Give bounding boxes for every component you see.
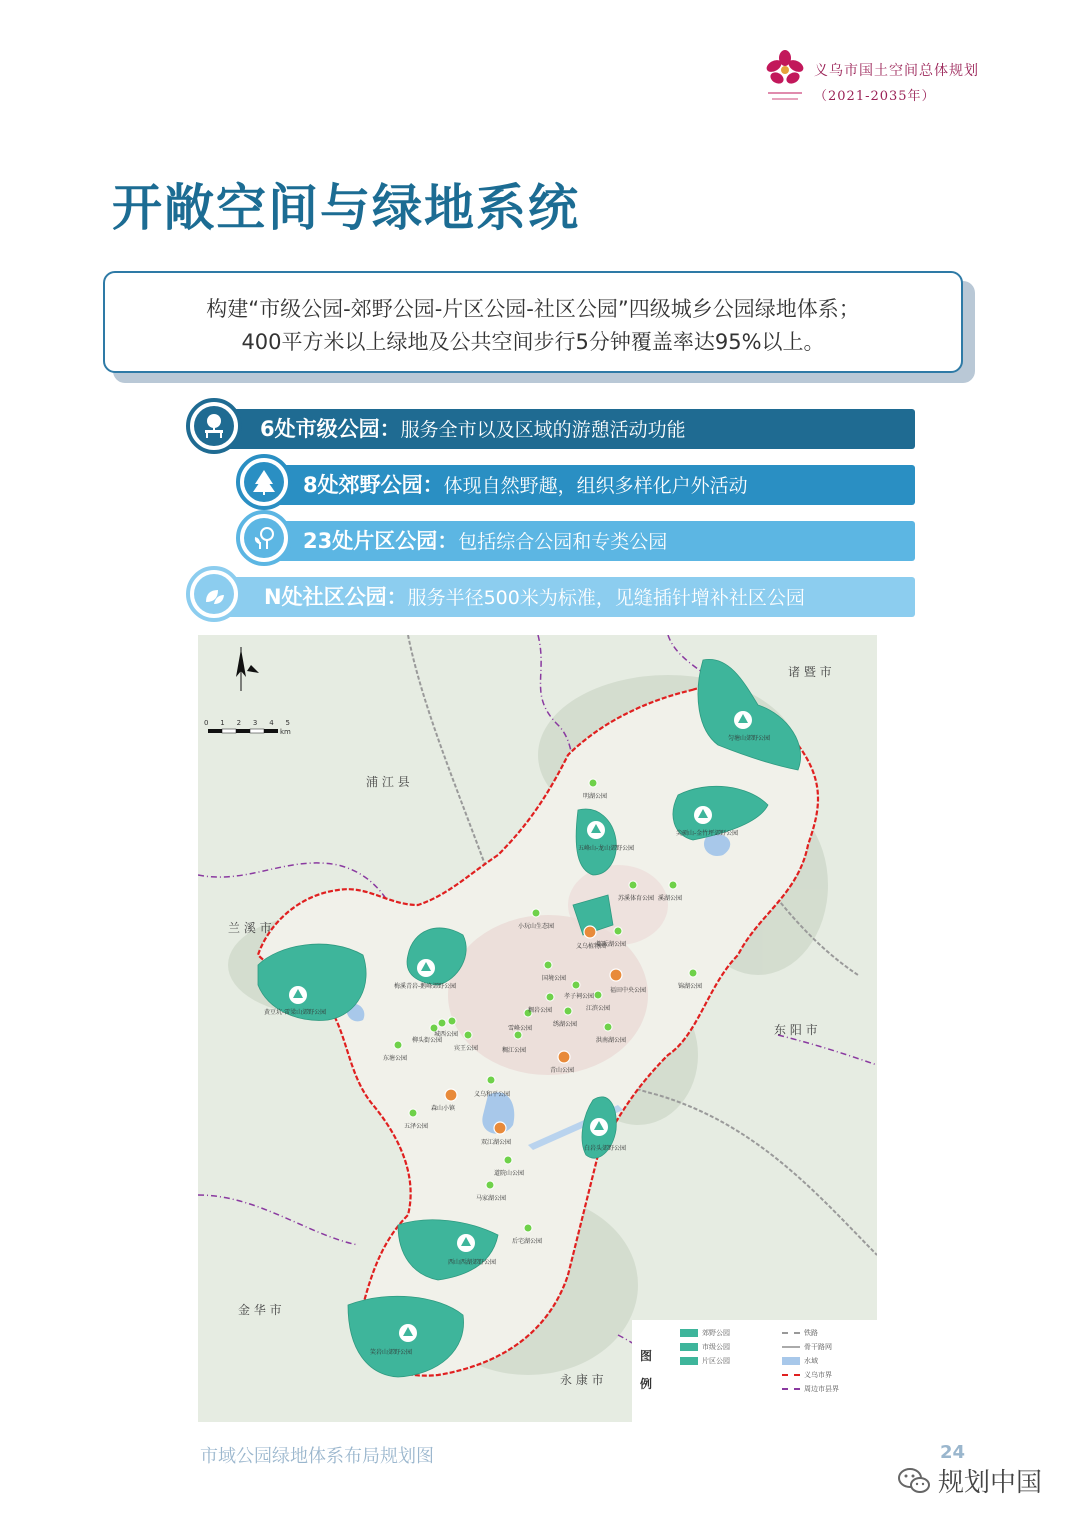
district-park-label: 孝子祠公园 [564,993,595,1000]
forest-icon [244,462,284,502]
district-park-label: 稠江公园 [502,1047,527,1054]
page-number: 24 [940,1442,966,1463]
city-park-swatch [680,1343,698,1351]
district-park-label: 明湖公园 [583,793,608,800]
district-park-label: 锦湖公园 [678,983,703,990]
park-level-title: 8处郊野公园： [303,473,444,497]
park-level-desc: 服务半径500米为标准，见缝插针增补社区公园 [407,587,805,609]
park-level-bar-country [270,465,915,505]
legend-item [680,1356,730,1366]
district-park-label: 东塘公园 [383,1055,408,1062]
region-label: 永 康 市 [560,1373,604,1387]
legend-item [782,1356,818,1366]
legend-item [782,1342,832,1352]
park-level-desc: 服务全市以及区域的游憩活动功能 [400,419,686,441]
city-park-label: 森山小镇 [431,1105,456,1112]
railway-swatch [782,1332,800,1334]
yiwu-boundary-swatch [782,1374,800,1376]
district-park-label: 都畈湖公园 [596,941,627,948]
district-park-label: 江滨公园 [586,1005,611,1012]
park-level-icon-city [186,398,242,454]
park-level-desc: 体现自然野趣，组织多样化户外活动 [443,475,748,497]
legend-label: 周边市县界 [804,1385,839,1393]
legend-label: 铁路 [804,1329,818,1337]
park-level-bar-community [222,577,915,617]
scale-bar [208,729,278,733]
scale-tick: 2 [236,719,242,727]
legend-label: 义乌市界 [804,1371,832,1379]
county-boundary-swatch [782,1388,800,1390]
yiwu-logo [762,48,808,106]
sprout-tree-icon [244,518,284,558]
road-swatch [782,1346,800,1348]
legend-item [782,1384,839,1394]
district-park-label: 稠岩公园 [528,1007,553,1014]
district-park-label: 道院山公园 [494,1170,525,1177]
scale-tick-labels [204,719,290,727]
country-park-label: 五峰山-龙山郊野公园 [578,845,635,852]
scale-tick: 0 [204,719,209,727]
park-level-desc: 包括综合公园和专类公园 [458,531,668,553]
plan-period: （2021-2035年） [814,89,936,104]
district-park-label: 小玩山生态园 [518,923,555,930]
legend-item [782,1370,832,1380]
legend-label: 郊野公园 [702,1329,730,1337]
country-park-label: 笑岩山郊野公园 [370,1349,413,1356]
city-park-label: 青山公园 [550,1067,575,1074]
park-level-bar-city [222,409,915,449]
plan-name: 义乌市国土空间总体规划 [814,63,979,79]
country-park-swatch [680,1329,698,1337]
scale-tick: 4 [269,719,274,727]
legend-item [680,1342,730,1352]
country-park-label: 尖硕山-金竹坪郊野公园 [676,830,739,837]
legend-label: 市级公园 [702,1343,730,1351]
district-park-label: 溪湖公园 [658,895,683,902]
region-label: 金 华 市 [238,1303,282,1317]
scale-tick: 3 [252,719,258,727]
region-label: 东 阳 市 [774,1023,818,1037]
park-level-title: N处社区公园： [264,585,408,609]
district-park-label: 五泽公园 [404,1123,429,1130]
district-park-label: 苏溪体育公园 [618,895,655,902]
map-legend [632,1320,877,1422]
district-park-label: 后宅湖公园 [512,1238,543,1245]
bench-tree-icon [194,406,234,446]
country-park-label: 西山西湖郊野公园 [448,1259,497,1266]
city-park-label: 双江湖公园 [481,1139,512,1146]
plan-brand [814,60,979,104]
legend-title: 图例 [640,1349,653,1391]
park-system-map [198,635,877,1422]
city-park-label: 义乌植物园 [576,943,607,950]
region-label: 诸 暨 市 [788,665,832,679]
park-level-title: 6处市级公园： [260,417,401,441]
water-swatch [782,1357,800,1365]
district-park-label: 绣湖公园 [553,1021,578,1028]
country-park-label: 黄豆坑-雷梁山郊野公园 [264,1009,327,1016]
country-park-label: 梅溪青岩-鹅峰郊野公园 [394,983,457,990]
park-level-icon-community [186,566,242,622]
country-park-label: 匀塘山郊野公园 [728,735,771,742]
summary-line-2: 400平方米以上绿地及公共空间步行5分钟覆盖率达95%以上。 [241,330,825,354]
district-park-label: 城西公园 [434,1031,459,1038]
wechat-icon [898,1467,930,1495]
district-park-label: 柳头街公园 [412,1037,443,1044]
park-level-icon-district [236,510,292,566]
map-caption: 市域公园绿地体系布局规划图 [200,1446,434,1467]
park-level-icon-country [236,454,292,510]
district-park-label: 宾王公园 [454,1045,479,1052]
summary-line-1: 构建“市级公园-郊野公园-片区公园-社区公园”四级城乡公园绿地体系； [206,297,860,321]
district-park-swatch [680,1357,698,1365]
watermark-text: 规划中国 [938,1468,1043,1498]
legend-label: 骨干路网 [804,1343,832,1351]
country-park-label: 白岩头郊野公园 [584,1145,627,1152]
legend-label: 水域 [804,1357,818,1365]
park-level-title: 23处片区公园： [303,529,459,553]
wechat-watermark [898,1462,1042,1499]
park-level-bar-district [270,521,915,561]
page-title: 开敞空间与绿地系统 [112,179,580,237]
district-park-label: 洪南湖公园 [596,1037,627,1044]
legend-item [782,1328,818,1338]
region-label: 浦 江 县 [366,775,410,789]
leaves-icon [194,574,234,614]
scale-unit: km [280,728,291,736]
city-park-label: 福田中央公园 [610,987,647,994]
legend-label: 片区公园 [702,1357,730,1365]
summary-box [103,271,963,373]
scale-tick: 5 [285,719,290,727]
district-park-label: 雪峰公园 [508,1025,533,1032]
district-park-label: 马家湖公园 [476,1195,507,1202]
scale-tick: 1 [220,719,225,727]
district-park-label: 义乌和平公园 [474,1091,511,1098]
district-park-label: 国境公园 [542,975,567,982]
region-label: 兰 溪 市 [228,921,272,935]
legend-item [680,1328,730,1338]
